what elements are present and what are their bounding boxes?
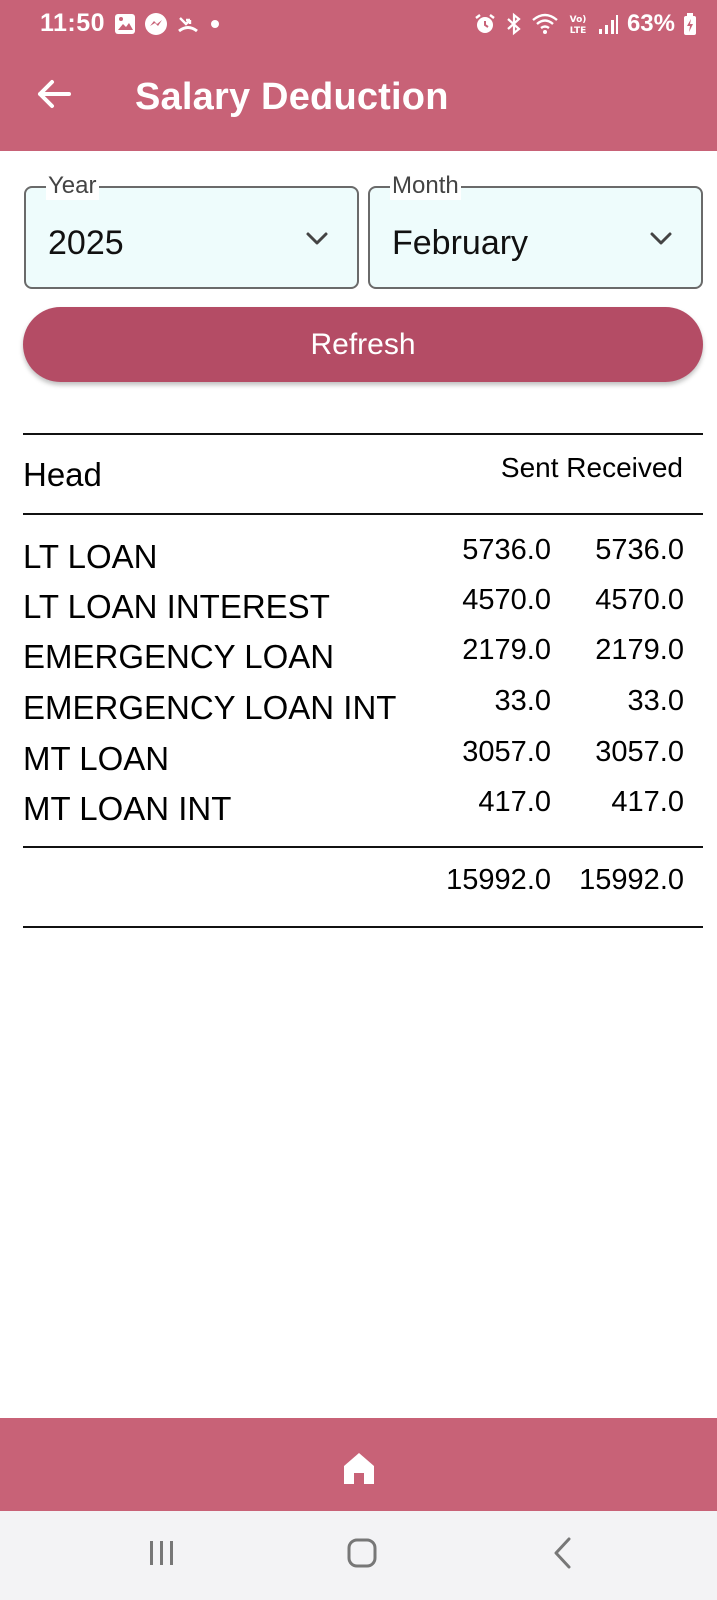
system-home-button[interactable] — [338, 1533, 386, 1577]
app-bar — [0, 48, 717, 151]
recents-button[interactable] — [138, 1533, 186, 1577]
month-value: February — [392, 224, 529, 262]
volte-icon — [567, 12, 589, 36]
table-body-divider — [23, 846, 703, 848]
row-received: 4570.0 — [595, 584, 684, 616]
svg-text:LTE: LTE — [569, 26, 587, 36]
table-row — [23, 685, 703, 739]
signal-icon — [597, 13, 619, 35]
dot-icon — [208, 17, 222, 31]
alarm-icon — [473, 12, 497, 36]
bluetooth-icon — [505, 12, 523, 36]
row-sent: 3057.0 — [462, 736, 551, 768]
battery-icon — [683, 12, 697, 36]
column-header-sent-received: Sent Received — [500, 452, 683, 483]
system-navigation-bar — [0, 1511, 717, 1600]
table-row — [23, 786, 703, 840]
month-label: Month — [392, 172, 459, 199]
home-icon — [339, 1475, 379, 1492]
total-received: 15992.0 — [579, 864, 684, 896]
row-sent: 417.0 — [478, 786, 551, 818]
row-received: 5736.0 — [595, 534, 684, 566]
table-header-divider — [23, 513, 703, 515]
row-head: MT LOAN — [23, 740, 170, 777]
row-head: EMERGENCY LOAN INT — [23, 689, 397, 726]
home-button[interactable] — [339, 1448, 379, 1488]
table-row — [23, 534, 703, 588]
system-back-button[interactable] — [540, 1533, 588, 1577]
back-chevron-icon — [549, 1536, 579, 1575]
total-row — [23, 864, 703, 904]
table-row — [23, 634, 703, 688]
svg-text:Vo): Vo) — [569, 15, 587, 25]
row-received: 33.0 — [627, 685, 684, 717]
chevron-down-icon — [305, 226, 329, 250]
recents-icon — [144, 1538, 180, 1573]
missed-call-icon — [176, 12, 200, 36]
notification-icons — [114, 12, 222, 36]
row-sent: 4570.0 — [462, 584, 551, 616]
table-row — [23, 584, 703, 638]
system-status-icons — [473, 10, 697, 38]
bottom-bar — [0, 1418, 717, 1511]
top-bar — [0, 0, 717, 151]
row-head: MT LOAN INT — [23, 790, 232, 827]
row-head: LT LOAN — [23, 538, 158, 575]
table-row — [23, 736, 703, 790]
row-received: 2179.0 — [595, 634, 684, 666]
row-received: 3057.0 — [595, 736, 684, 768]
battery-percent: 63% — [626, 10, 675, 37]
table-top-divider — [23, 433, 703, 435]
back-button[interactable] — [30, 72, 78, 120]
messenger-icon — [144, 12, 168, 36]
year-dropdown[interactable] — [24, 172, 359, 289]
refresh-button[interactable]: Refresh — [23, 307, 703, 382]
total-sent: 15992.0 — [446, 864, 551, 896]
table-bottom-divider — [23, 926, 703, 928]
status-bar — [0, 0, 717, 48]
row-sent: 33.0 — [494, 685, 551, 717]
status-time: 11:50 — [40, 9, 106, 37]
row-sent: 5736.0 — [462, 534, 551, 566]
column-header-head: Head — [23, 456, 102, 493]
year-label: Year — [48, 172, 97, 199]
row-received: 417.0 — [611, 786, 684, 818]
page-title: Salary Deduction — [135, 76, 449, 118]
year-value: 2025 — [48, 224, 124, 262]
chevron-down-icon — [649, 226, 673, 250]
gallery-icon — [114, 13, 136, 35]
wifi-icon — [531, 12, 559, 36]
row-head: LT LOAN INTEREST — [23, 588, 330, 625]
home-circle-icon — [345, 1536, 379, 1575]
row-head: EMERGENCY LOAN — [23, 638, 335, 675]
month-dropdown[interactable] — [368, 172, 703, 289]
row-sent: 2179.0 — [462, 634, 551, 666]
arrow-left-icon — [36, 78, 72, 115]
